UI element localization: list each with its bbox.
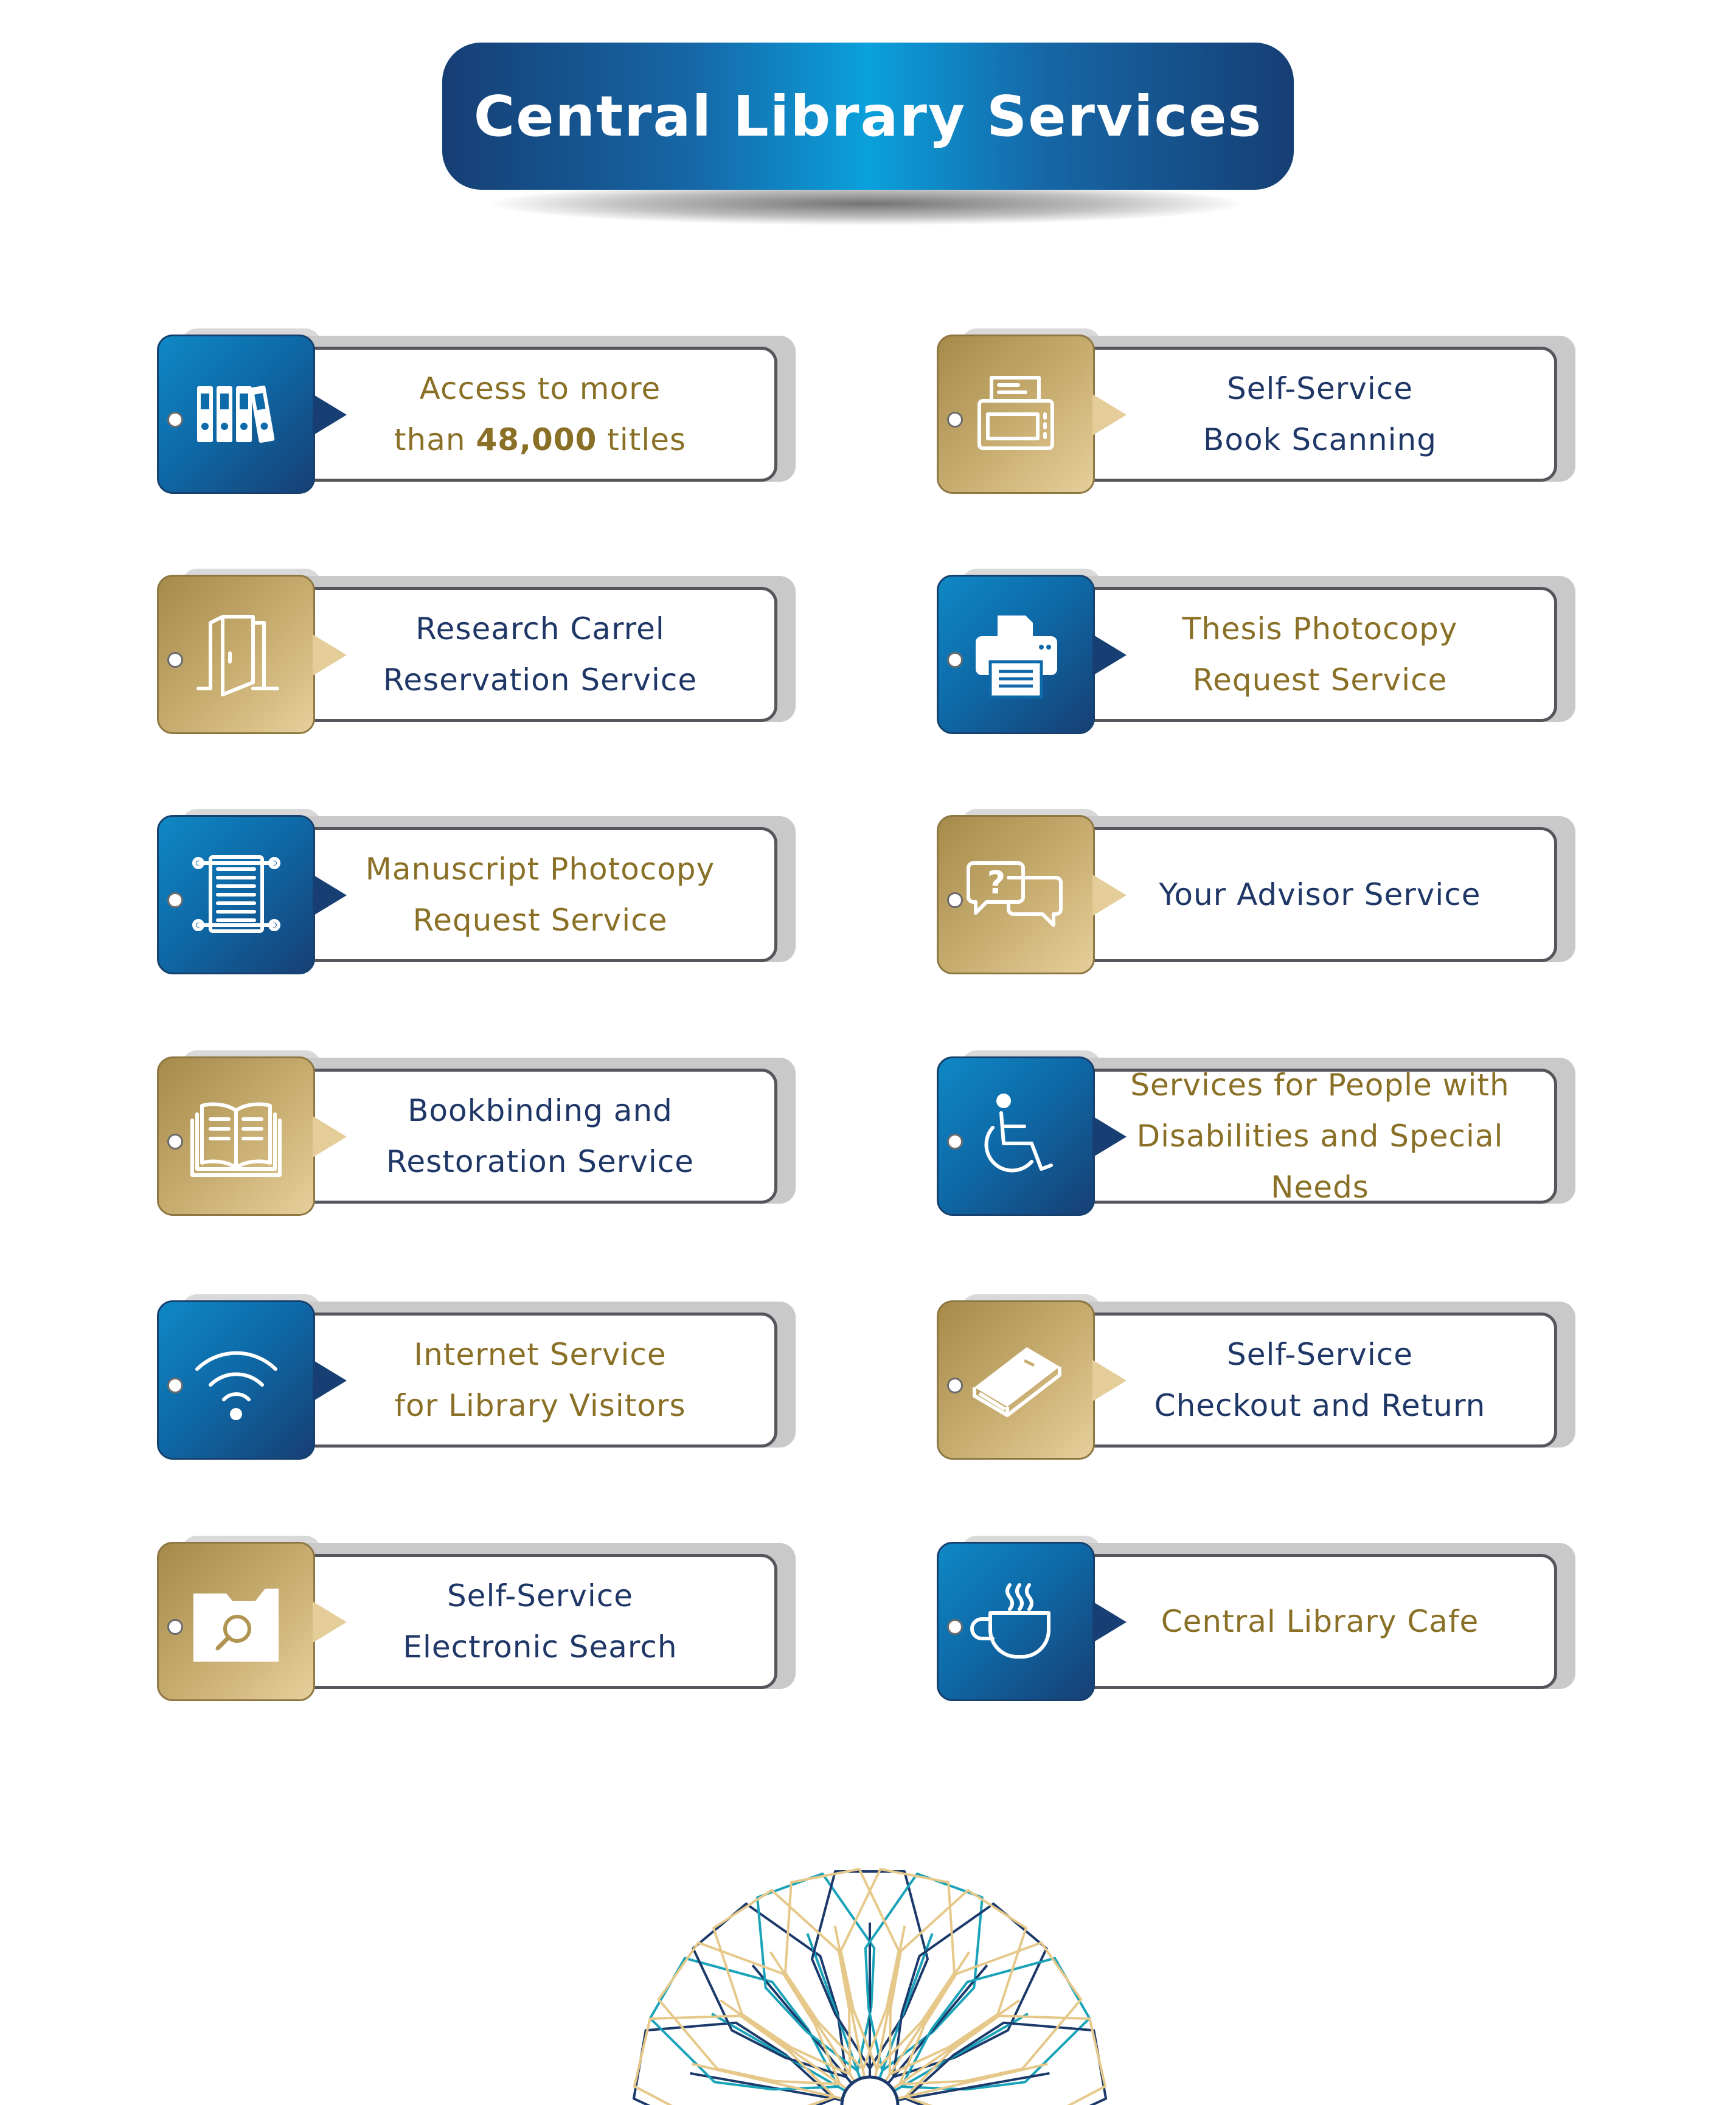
tag-hole [167, 892, 183, 908]
scanner-icon [966, 363, 1066, 466]
service-label-line: Research Carrel [415, 611, 665, 647]
tag-hole [947, 1378, 963, 1393]
service-label-line: Services for People with [1130, 1067, 1510, 1103]
service-icon-tile [157, 575, 315, 734]
service-icon-tile [937, 1300, 1095, 1460]
tag-hole [947, 892, 963, 908]
pointer-arrow [313, 1601, 347, 1643]
coffee-cup-icon [966, 1570, 1066, 1673]
service-card [157, 1050, 796, 1215]
service-label [394, 363, 686, 465]
service-icon-tile [157, 1056, 315, 1216]
printer-icon [966, 603, 1066, 706]
service-card [937, 1536, 1575, 1700]
service-icon-tile [937, 335, 1095, 494]
pointer-arrow [1092, 634, 1127, 676]
service-label-line: Book Scanning [1203, 422, 1437, 457]
library-logo [584, 1819, 1156, 2105]
service-label [1161, 1596, 1479, 1647]
tag-hole [947, 1619, 963, 1635]
service-label-line: Restoration Service [386, 1144, 695, 1179]
closed-book-icon [966, 1329, 1066, 1432]
tag-hole [167, 412, 183, 428]
open-book-icon [186, 1085, 286, 1188]
title-count: 48,000 [476, 422, 597, 457]
service-label-line: Thesis Photocopy [1182, 611, 1458, 647]
service-icon-tile [157, 1300, 315, 1460]
tag-hole [947, 1134, 963, 1150]
service-card [157, 809, 796, 973]
service-label-line: Central Library Cafe [1161, 1604, 1479, 1639]
pointer-arrow [313, 634, 347, 676]
tag-hole [947, 412, 963, 428]
pointer-arrow [313, 1116, 347, 1157]
title-banner [442, 43, 1294, 190]
page-title: Central Library Services [473, 83, 1263, 149]
service-label-line: Self-Service [446, 1578, 634, 1614]
service-label-line: Checkout and Return [1154, 1388, 1486, 1423]
pointer-arrow [313, 875, 347, 916]
service-label-line: Reservation Service [383, 662, 698, 698]
service-card [937, 328, 1575, 493]
service-card [157, 569, 796, 733]
service-label-line: Internet Service [414, 1337, 667, 1372]
service-label [1182, 603, 1458, 706]
wifi-icon [186, 1329, 286, 1432]
service-label [386, 1085, 694, 1187]
service-label-line: Request Service [1192, 662, 1448, 698]
service-icon-tile [937, 575, 1095, 734]
service-label-line: Manuscript Photocopy [365, 851, 715, 887]
tag-hole [167, 652, 183, 668]
service-label-line: Access to more [419, 371, 661, 406]
chat-question-icon [966, 844, 1066, 946]
tag-hole [167, 1378, 183, 1393]
service-icon-tile [157, 335, 315, 494]
service-label-line: Bookbinding and [408, 1093, 673, 1128]
service-label [1159, 869, 1481, 920]
pointer-arrow [313, 1360, 347, 1401]
door-icon [186, 603, 286, 706]
service-icon-tile [157, 815, 315, 974]
books-icon [186, 363, 286, 466]
service-label [394, 1329, 686, 1431]
service-card [937, 809, 1575, 973]
service-icon-tile [937, 1542, 1095, 1701]
tag-hole [167, 1619, 183, 1635]
service-label-line: for Library Visitors [394, 1388, 686, 1423]
pointer-arrow [1092, 394, 1127, 435]
tag-hole [947, 652, 963, 668]
service-label-line: Electronic Search [403, 1629, 678, 1665]
service-label-line: Self-Service [1226, 371, 1414, 406]
service-label [1203, 363, 1437, 465]
service-label-line: Self-Service [1226, 1337, 1414, 1372]
pointer-arrow [313, 394, 347, 435]
service-icon-tile [937, 1056, 1095, 1216]
service-card [937, 1050, 1575, 1215]
service-label [366, 844, 715, 946]
service-label-line: Your Advisor Service [1159, 877, 1481, 912]
scroll-icon [186, 844, 286, 946]
service-card [157, 1294, 796, 1458]
service-icon-tile [937, 815, 1095, 974]
service-card [937, 569, 1575, 733]
pointer-arrow [1092, 1601, 1127, 1643]
pointer-arrow [1092, 1360, 1127, 1401]
service-label [383, 603, 697, 706]
service-card [157, 1536, 796, 1700]
svg-text:?: ? [987, 864, 1005, 901]
service-label [1154, 1329, 1486, 1431]
pointer-arrow [1092, 1116, 1127, 1157]
service-card [937, 1294, 1575, 1458]
pointer-arrow [1092, 875, 1127, 916]
service-label [1104, 1059, 1536, 1213]
service-label-line: Disabilities and Special Needs [1136, 1118, 1504, 1205]
service-label-line: than 48,000 titles [394, 422, 687, 457]
service-card [157, 328, 796, 493]
wheelchair-icon [966, 1085, 1066, 1188]
service-label [403, 1570, 677, 1673]
folder-search-icon [186, 1570, 286, 1673]
tag-hole [167, 1134, 183, 1150]
service-label-line: Request Service [412, 903, 668, 938]
service-icon-tile [157, 1542, 315, 1701]
